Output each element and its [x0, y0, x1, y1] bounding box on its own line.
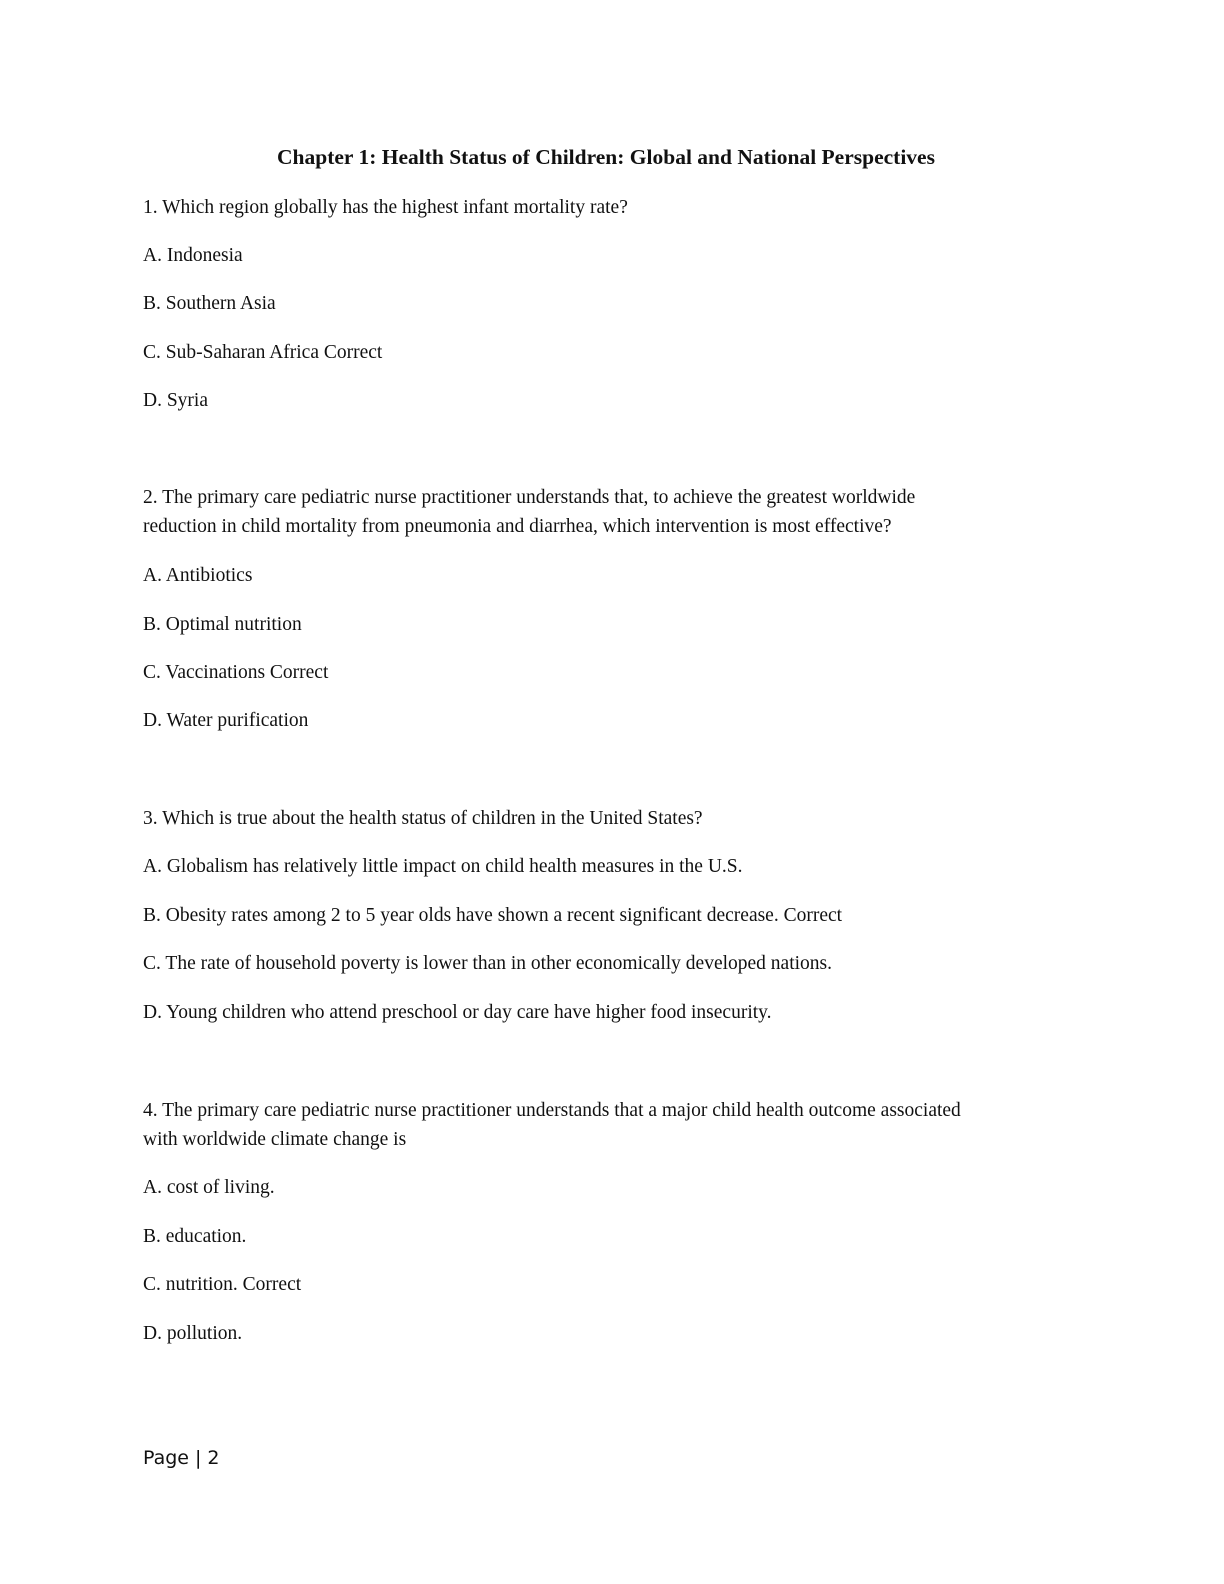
page-separator: |	[195, 1447, 202, 1469]
question-3-option-d: D. Young children who attend preschool or day care have higher food insecurity.	[143, 1002, 772, 1023]
question-2-option-c: C. Vaccinations Correct	[143, 662, 329, 683]
question-3-option-c: C. The rate of household poverty is lower than in other economically developed nations.	[143, 953, 833, 974]
question-3-option-a: A. Globalism has relatively little impact on child health measures in the U.S.	[143, 856, 743, 877]
question-2-option-a: A. Antibiotics	[143, 565, 253, 586]
question-1-option-d: D. Syria	[143, 390, 208, 411]
page-footer	[143, 1444, 220, 1472]
question-1-option-c: C. Sub-Saharan Africa Correct	[143, 342, 383, 363]
question-4-option-a: A. cost of living.	[143, 1177, 275, 1198]
question-3-stem: 3. Which is true about the health status of children in the United States?	[143, 808, 703, 829]
page-number: 2	[207, 1447, 220, 1469]
question-4-option-d: D. pollution.	[143, 1323, 243, 1344]
question-2-stem-line-1: 2. The primary care pediatric nurse practitioner understands that, to achieve the greatest worldwide	[143, 487, 916, 508]
page-label: Page	[143, 1447, 189, 1469]
question-1-option-a: A. Indonesia	[143, 245, 243, 266]
question-4-stem-line-2: with worldwide climate change is	[143, 1129, 407, 1150]
question-4-option-b: B. education.	[143, 1226, 247, 1247]
question-2-stem-line-2: reduction in child mortality from pneumonia and diarrhea, which intervention is most effective?	[143, 516, 892, 537]
question-2-option-b: B. Optimal nutrition	[143, 614, 302, 635]
question-4-option-c: C. nutrition. Correct	[143, 1274, 302, 1295]
question-4-stem-line-1: 4. The primary care pediatric nurse practitioner understands that a major child health outcome associated	[143, 1100, 961, 1121]
question-1-option-b: B. Southern Asia	[143, 293, 276, 314]
chapter-title: Chapter 1: Health Status of Children: Global and National Perspectives	[277, 145, 935, 169]
question-2-option-d: D. Water purification	[143, 710, 309, 731]
question-3-option-b: B. Obesity rates among 2 to 5 year olds have shown a recent significant decrease. Correct	[143, 905, 843, 926]
question-1-stem: 1. Which region globally has the highest infant mortality rate?	[143, 197, 628, 218]
